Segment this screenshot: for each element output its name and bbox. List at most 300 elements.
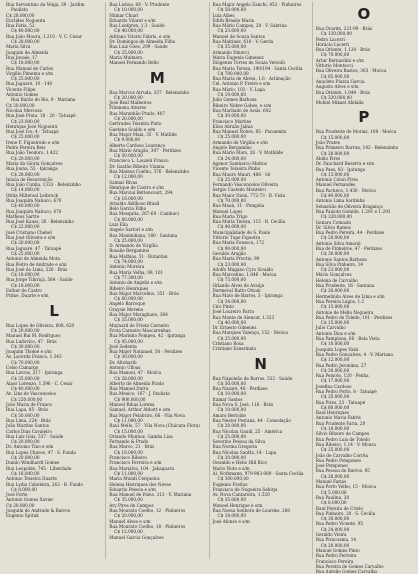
entry-line: Rosalie Bergamino bbox=[109, 248, 150, 254]
section-letter: N bbox=[254, 354, 267, 373]
section-letter: P bbox=[358, 108, 370, 127]
entry-line: Antonio Silva Amaral bbox=[315, 240, 361, 246]
entry-line: Josefina Cardoso bbox=[315, 383, 352, 389]
entry-line: Rua Javaés, 17 bbox=[6, 54, 38, 60]
entry-line: Ribeiro Henriques bbox=[109, 285, 149, 291]
entry-line: Adriano Vitorio Fabris, e s/m bbox=[109, 33, 171, 39]
entry-line: Rua Marialva, 104 · Jabaquara bbox=[109, 465, 175, 471]
entry-line: Frota Carneiro Mascarenhas bbox=[109, 327, 171, 333]
entry-line: Rua Maitinez, 610 · V. Gerda bbox=[212, 39, 274, 45]
entry-line: Maria Mundi Cerqueira bbox=[109, 476, 160, 482]
entry-line: Al. Nothmann, 979-983-989 · Santa Cecilia bbox=[212, 470, 304, 476]
listing-entry bbox=[109, 391, 205, 402]
entry-line: Rua Marcos Arruda, 337 · Belenzinho bbox=[109, 89, 190, 95]
entry-line: Julio Carvalho bbox=[315, 325, 346, 331]
entry-line: C$ 25.000,00 bbox=[217, 134, 247, 140]
listing-entry bbox=[6, 466, 102, 477]
entry-line: C$ 16.000,00 bbox=[11, 470, 40, 476]
entry-line: C$ 24.000,00 bbox=[217, 155, 247, 161]
listing-entry bbox=[316, 26, 412, 37]
entry-line: Angelo Barroque bbox=[109, 301, 146, 307]
entry-line: Rua Pereira de Gomes Carvalho bbox=[315, 563, 384, 569]
entry-line: José Pomponeo bbox=[315, 463, 348, 469]
entry-line: Fugienio Freitas bbox=[212, 481, 248, 487]
entry-line: Rua Mário Mars, 26 · V. Mathilde bbox=[212, 150, 284, 156]
entry-line: Rua Lisboa, 68 · V. Prudente bbox=[109, 2, 170, 7]
entry-line: Manuel Farias bbox=[315, 479, 347, 485]
listing-entry bbox=[109, 148, 205, 159]
listing-entry bbox=[316, 363, 412, 374]
entry-line: Rua Maria Velha, 99, 101 bbox=[109, 269, 164, 275]
entry-line: Raul Mello, 57 · Vila Nova (Chácara Flora) bbox=[109, 423, 200, 429]
entry-line: C$ 900.000,00 bbox=[114, 396, 146, 402]
entry-line: Rua João Moura, 1.210 · V. C. Cesar bbox=[6, 33, 82, 39]
listing-entry bbox=[213, 219, 309, 230]
entry-line: Rua Paixoto Gomide, 1.291 e 1.293 bbox=[315, 208, 391, 214]
entry-line: C$ 20.000,00 bbox=[6, 502, 35, 508]
listing-entry bbox=[316, 421, 412, 432]
listing-entry bbox=[213, 450, 309, 461]
listing-entry bbox=[316, 129, 412, 140]
entry-line: Augusto Alves e s/m bbox=[315, 84, 359, 90]
entry-line: C$ 15.000,00 bbox=[320, 134, 350, 140]
entry-line: Antonio Colon Pires bbox=[315, 177, 358, 183]
entry-line: C$ 18.000,00 bbox=[320, 426, 350, 432]
entry-line: Samuel, Arthur Abbott e s/m bbox=[109, 407, 171, 413]
listing-entry bbox=[213, 87, 309, 98]
entry-line: C$ 10.000,00 bbox=[320, 341, 350, 347]
entry-line: Angelo Bergamino bbox=[212, 145, 252, 151]
entry-line: C$ 320.000,00 bbox=[320, 94, 352, 100]
listing-entry bbox=[316, 262, 412, 273]
entry-line: Rua Lopes Chaves, 47 · S. Funda bbox=[6, 449, 76, 455]
listing-entry bbox=[213, 2, 309, 13]
entry-line: Antonio Ulloas bbox=[109, 365, 141, 370]
entry-line: Luiz Elia bbox=[109, 221, 128, 227]
entry-line: Dr. Altobarib bbox=[109, 359, 137, 365]
entry-line: Edith Brasilo Maria bbox=[212, 17, 255, 23]
listing-entry bbox=[316, 90, 412, 101]
entry-line: Rua Maior Dioni, 772-73 · B. Vista bbox=[212, 192, 286, 198]
entry-line: Rua Lopes de Oliveira, 608, 620 bbox=[6, 322, 75, 328]
listing-entry bbox=[109, 535, 205, 540]
entry-line: Henrique de Castro e s/m bbox=[109, 184, 164, 190]
entry-line: C$ 70.000,00 bbox=[320, 52, 350, 58]
entry-line: Maynard de Frieta Carneiro bbox=[109, 322, 170, 328]
entry-line: Armando Dinorci bbox=[212, 49, 249, 55]
entry-line: Elias Abraão Jalnia bbox=[212, 123, 253, 129]
entry-line: Rua Ocarim, 221-99 · Brás bbox=[315, 26, 373, 31]
entry-line: Rua Nicolau Gaudi, 25 · América bbox=[212, 428, 283, 434]
entry-line: José Cristiano Chebel bbox=[6, 229, 52, 235]
listing-entry bbox=[213, 293, 309, 304]
entry-line: Rua Porto Velho, 15 · Moóca bbox=[315, 484, 376, 490]
entry-line: Rua Piracuama, 14 bbox=[315, 537, 357, 543]
entry-line: Rua Maranhão Prado, 407 bbox=[109, 110, 166, 116]
entry-line: Rua Mário, 103 · V. Lapa bbox=[212, 86, 265, 92]
entry-line: Rua Manoel de Paiva, 313 · V. Mariana bbox=[109, 492, 192, 498]
entry-line: Rua Jorge Tibiriçá, 584 · Saúde bbox=[6, 277, 73, 283]
entry-line: C$ 20.000,00 bbox=[11, 155, 40, 161]
entry-line: C$ 20.000,00 bbox=[320, 542, 350, 548]
entry-line: C$ 12.000,00 bbox=[114, 174, 143, 180]
entry-line: Rua Oliveira Bastos, 363 · Moóca bbox=[315, 68, 387, 74]
listing-entry bbox=[213, 256, 309, 267]
listing-entry bbox=[213, 193, 309, 204]
entry-line: C$ 20.000,00 bbox=[114, 116, 143, 122]
entry-line: Antonio de Angelis e s/m bbox=[109, 280, 162, 286]
entry-line: C$ 34.000,00 bbox=[217, 298, 247, 304]
listing-entry bbox=[6, 267, 102, 278]
listing-entry bbox=[6, 450, 102, 461]
entry-line: Manuel Lopes bbox=[212, 208, 243, 214]
section-letter: M bbox=[149, 68, 165, 87]
section-letter: O bbox=[357, 5, 371, 23]
entry-line: C$ 700.000,00 bbox=[217, 70, 249, 76]
entry-line: Euclides Nogueira bbox=[6, 17, 46, 23]
listing-entry bbox=[109, 524, 205, 535]
entry-line: C$ 25.000,00 bbox=[114, 237, 143, 243]
entry-line: Rua Ludovico, 47 · Brás bbox=[6, 338, 57, 344]
listing-entry bbox=[6, 71, 102, 82]
listing-entry bbox=[316, 188, 412, 199]
listing-column bbox=[209, 2, 312, 559]
entry-line: Rua Pedro Jeronimo, 27 bbox=[315, 362, 367, 368]
entry-line: C$ 70.000,00 bbox=[11, 359, 40, 365]
entry-line: C$ 25.000,00 bbox=[11, 250, 40, 256]
listing-entry bbox=[6, 370, 102, 381]
entry-line: C$ 30.000,00 bbox=[320, 516, 350, 522]
entry-line: Francisco de Nogueira Sebirja bbox=[212, 486, 278, 492]
entry-line: Armando de Virgílio e s/m bbox=[212, 139, 268, 145]
entry-line: C$ 18.000,00 bbox=[114, 449, 143, 455]
entry-line: Helena de Carvalho bbox=[315, 277, 358, 283]
entry-line: Salmar Rivas bbox=[109, 179, 138, 185]
entry-line: Matheus Sartre bbox=[6, 213, 40, 219]
entry-line: Rua Mathias, 51 · Butantan bbox=[109, 253, 168, 259]
listing-entry bbox=[109, 333, 205, 344]
listing-entry bbox=[316, 145, 412, 156]
entry-line: C$ 10.000,00 bbox=[114, 7, 143, 13]
entry-line: C$ 19.000,00 bbox=[217, 92, 247, 98]
entry-line: Rua Major Maragliano, 364 bbox=[109, 312, 168, 318]
listing-entry bbox=[109, 466, 205, 477]
entry-line: Rua Faria, 52 bbox=[6, 23, 35, 29]
entry-line: Francisco Ferreira e s/m bbox=[109, 460, 162, 466]
entry-line: Nicolau Mercosa bbox=[6, 107, 43, 113]
entry-line: C$ 20.000,00 bbox=[217, 455, 247, 461]
entry-line: C$ 11.000,00 bbox=[114, 470, 143, 476]
listing-entry bbox=[213, 330, 309, 341]
entry-line: C$ 45.000,00 bbox=[114, 338, 143, 344]
entry-line: C$ 8.000,00 bbox=[11, 486, 37, 492]
listing-entry bbox=[213, 376, 309, 387]
entry-line: Adolfo Magano Cyro Sivaldo bbox=[212, 266, 274, 272]
entry-line: C$ 20.000,00 bbox=[217, 423, 247, 429]
entry-line: Rua José Oliveira e s/m bbox=[6, 235, 56, 241]
entry-line: Manoel Gomes Pinto bbox=[315, 547, 360, 553]
listing-entry bbox=[109, 169, 205, 180]
entry-line: Rua de Pinheiros, 47 · Perdizes bbox=[315, 245, 382, 251]
entry-line: Rua Major Natanael, 50 · Perdizes bbox=[109, 349, 183, 355]
entry-line: Francisco Pereira bbox=[315, 558, 354, 564]
entry-line: C$ 120.000,00 bbox=[320, 31, 352, 37]
listing-entry bbox=[213, 150, 309, 161]
entry-line: João de Carvalho Corrêa bbox=[315, 452, 368, 458]
listing-entry bbox=[6, 513, 102, 518]
entry-line: Rua Pedro de Toledo, 101 · Perdizes bbox=[315, 314, 393, 320]
entry-line: Rua Paulina, 30 bbox=[315, 494, 350, 500]
entry-line: Rua Mourato Coelho, 12 · Pinheiros bbox=[109, 508, 186, 514]
entry-line: C$ 35.000,00 bbox=[114, 317, 143, 323]
listing-entry bbox=[316, 569, 412, 574]
entry-line: C$ 20.000,00 bbox=[320, 235, 350, 241]
entry-line: Antonio Santos Barbosa bbox=[315, 256, 367, 262]
listing-entry bbox=[316, 299, 412, 310]
entry-line: Rua Ribeiro, 1.14 · V. Moura bbox=[315, 441, 376, 447]
listing-entry bbox=[213, 23, 309, 34]
entry-line: C$ 10.000,00 bbox=[217, 391, 247, 397]
entry-line: Manoel Fernando Bello bbox=[109, 60, 159, 66]
entry-line: C$ 18.000,00 bbox=[217, 513, 247, 519]
listing-entry bbox=[316, 246, 412, 257]
entry-line: Rua Aurelio Gomes Carvalho bbox=[315, 569, 378, 574]
entry-line: Vicente Teixeira Pinho bbox=[212, 166, 261, 172]
listing-entry bbox=[316, 468, 412, 479]
entry-line: Rua Marcelino, 1.046 · Moóca bbox=[212, 272, 277, 278]
entry-line: C$ 40.000,00 bbox=[11, 28, 40, 34]
entry-line: Municipalidade de S. Paulo bbox=[212, 229, 271, 235]
entry-line: Antonio Gomes Xavier bbox=[6, 497, 54, 503]
listing-column bbox=[105, 2, 208, 559]
listing-entry bbox=[6, 246, 102, 257]
entry-line: Rua Nazaré, 48 · Perdizes bbox=[212, 386, 268, 392]
entry-line: Severino Pessoa da Silva bbox=[212, 439, 266, 445]
listing-entry bbox=[316, 521, 412, 532]
listing-entry bbox=[109, 254, 205, 265]
listing-entry bbox=[109, 312, 205, 323]
listing-entry bbox=[6, 23, 102, 34]
entry-line: Itamar Santos bbox=[212, 396, 243, 402]
listing-entry bbox=[109, 211, 205, 222]
entry-line: Rua Lapa, 85 · Brás bbox=[6, 407, 48, 413]
entry-line: Francisco Ribeiro bbox=[109, 455, 147, 461]
listing-entry bbox=[6, 129, 102, 140]
listing-entry bbox=[213, 66, 309, 77]
listing-entry bbox=[213, 471, 309, 482]
entry-line: Antonio Moreira bbox=[109, 264, 145, 270]
entry-line: C$ 28.000,00 bbox=[11, 171, 40, 177]
entry-line: C$ 30.000,00 bbox=[114, 354, 143, 360]
entry-line: C$ 35.000,00 bbox=[320, 394, 350, 400]
entry-line: Rua Pedro de Andrade e s/m bbox=[6, 261, 67, 267]
entry-line: C$ 23.000,00 bbox=[11, 118, 40, 124]
entry-line: C$ 40.000,00 bbox=[11, 386, 40, 392]
entry-line: C$ 20.000,00 bbox=[114, 513, 143, 519]
listing-entry bbox=[316, 209, 412, 220]
listing-entry bbox=[316, 167, 412, 178]
entry-line: Joaquim Thomé e s/m bbox=[6, 349, 52, 355]
entry-line: Rua Pedro Porto, 8 · Tatuapé bbox=[315, 389, 377, 394]
entry-line: Cristiano Rosa bbox=[212, 341, 244, 346]
entry-line: Pedro Lacerri bbox=[315, 36, 345, 42]
entry-line: Rua Pedro Vicente, 95 bbox=[315, 521, 364, 527]
entry-line: Rua Marco, 21 · Brás bbox=[109, 444, 155, 450]
entry-line: C$ 80.000,00 bbox=[114, 216, 143, 222]
entry-line: Rua Jaguaré, 47 · Tatuapé bbox=[6, 245, 62, 251]
entry-line: C$ 30.000,00 bbox=[217, 380, 247, 386]
entry-line: Rua José Ivo, 4 · Tatuapé bbox=[6, 129, 59, 135]
entry-line: Rua Mato de Barros, 3 · Ipiranga bbox=[212, 293, 283, 299]
listing-entry bbox=[109, 349, 205, 360]
entry-line: Carlos Dias Cavaleiro bbox=[6, 428, 52, 434]
listing-entry bbox=[213, 386, 309, 397]
entry-line: C$ 15.000,00 bbox=[320, 304, 350, 310]
entry-line: Rua Monte de Alencar, 1.323 bbox=[212, 314, 275, 320]
entry-line: Rua Pires, 23 · Tatuapé bbox=[315, 399, 366, 405]
entry-line: C$ 320.000,00 bbox=[320, 214, 352, 220]
listing-entry bbox=[109, 44, 205, 55]
listing-entry bbox=[6, 55, 102, 66]
entry-line: Rua Mário Aragão, 307 · Perdizes bbox=[109, 147, 181, 153]
entry-line: Artur Bernardini e s/m bbox=[315, 57, 364, 63]
listing-entry bbox=[109, 2, 205, 13]
entry-line: Virgílio Pimenta e s/m bbox=[6, 70, 53, 76]
entry-line: Antonio Dias e s/m bbox=[315, 330, 356, 336]
listing-entry bbox=[316, 484, 412, 495]
entry-line: C$ 23.000,00 bbox=[320, 267, 350, 273]
listing-entry bbox=[6, 34, 102, 45]
listing-entry bbox=[109, 444, 205, 455]
entry-line: C$ 40.000,00 bbox=[11, 203, 40, 209]
entry-line: Ribeiro Nobre Gabes, e s/m bbox=[212, 102, 272, 108]
entry-line: Dr. Ernesto Gimenez bbox=[212, 325, 257, 331]
entry-line: Hermelinda Alves de Lima e s/m bbox=[315, 293, 385, 299]
entry-line: Fernando Vasconcelos Oliveira bbox=[212, 182, 278, 188]
listing-column bbox=[312, 2, 415, 574]
listing-entry bbox=[213, 402, 309, 413]
entry-line: Rua Maximiliano, 180 · Santana bbox=[109, 232, 178, 238]
entry-line: C$ 12.000,00 bbox=[114, 529, 143, 535]
listing-entry bbox=[316, 100, 412, 105]
entry-line: Dermeval Ratto Ottoni bbox=[212, 288, 261, 294]
entry-line: Manoel Henrique e s/m bbox=[212, 502, 263, 508]
entry-line: Rua João Cunha, 1333 · Belenzinho bbox=[6, 182, 81, 188]
entry-line: Rua Machado de Assis, 642 bbox=[212, 107, 271, 113]
entry-line: Geraldo Vieira bbox=[315, 532, 347, 538]
entry-line: Alberto Cardoso Lourenço bbox=[109, 142, 166, 148]
entry-line: C$ 40.000,00 bbox=[217, 224, 247, 230]
listing-entry bbox=[109, 508, 205, 519]
entry-line: C$ 18.000,00 bbox=[11, 272, 40, 278]
entry-line: Rua Maria Proctio, 99 bbox=[212, 256, 260, 262]
listing-entry bbox=[213, 519, 309, 524]
listing-entry bbox=[109, 413, 205, 424]
entry-line: Rua Pinheiro, 20 · S. Cecilia bbox=[315, 510, 376, 516]
entry-line: Antonio de Mello Nogueira bbox=[315, 309, 374, 315]
listing-entry bbox=[316, 537, 412, 548]
entry-line: C$ 40.000,00 bbox=[217, 319, 247, 325]
entry-line: Rua Paes, 83 · Ipiranga bbox=[315, 166, 366, 172]
entry-line: Rua Pessoa de Barros, 95 bbox=[315, 468, 370, 474]
entry-line: Rua Manuel Nobre, 85 · Pacaembu bbox=[212, 129, 287, 135]
listing-entry bbox=[213, 429, 309, 440]
entry-line: Antonio Gomes bbox=[6, 92, 39, 98]
entry-line: Rua Oriente, 1.120 · Brás bbox=[315, 47, 370, 53]
entry-line: Rua Luiz Góes, 299 · Saúde bbox=[109, 44, 168, 50]
entry-line: Rua Prudente, 16 · Santana bbox=[315, 283, 375, 289]
listing-entry bbox=[6, 166, 102, 177]
listing-entry bbox=[109, 233, 205, 244]
entry-line: Rua Manuel, 47 · Moóca bbox=[109, 370, 162, 376]
entry-line: Pedro Pereira Reis bbox=[6, 145, 46, 151]
entry-line: Rua Maria Trigo bbox=[212, 213, 248, 219]
listing-entry bbox=[6, 482, 102, 493]
entry-line: Maria Eugenia Gimenez bbox=[212, 54, 264, 60]
entry-line: Mohiel Mikael Abdalla bbox=[315, 100, 364, 106]
entry-line: Inácia de Resurreição bbox=[6, 176, 53, 182]
entry-line: Rua José Kauss, 26 · Belenzinho bbox=[6, 219, 74, 225]
listing-entry bbox=[109, 370, 205, 381]
entry-line: C$ 25.000,00 bbox=[320, 447, 350, 453]
entry-line: Rua Pedro Gonçalves, 4 · V. Mariana bbox=[315, 351, 393, 357]
entry-line: Rua Prudente Faria, 20 bbox=[315, 420, 366, 426]
entry-line: Av. Lins de Vasconcelos bbox=[6, 391, 56, 397]
listing-entry bbox=[6, 407, 102, 418]
entry-line: C$ 50.000,00 bbox=[11, 412, 40, 418]
listing-entry bbox=[316, 336, 412, 347]
entry-line: Mario Nuto e s/m bbox=[212, 465, 250, 471]
entry-line: Rua Prudente de Morais, 109 · Moóca bbox=[315, 129, 397, 135]
entry-line: Rua Mauá, 11 · Pompéia bbox=[212, 203, 265, 209]
entry-line: José Afonso e s/m bbox=[212, 518, 250, 524]
entry-line: C$ 15.000,00 bbox=[114, 428, 143, 434]
entry-line: Maria Silva bbox=[6, 44, 31, 50]
entry-line: C$ 26.000,00 bbox=[320, 473, 350, 479]
entry-line: Cristiano Esnerinato bbox=[212, 346, 257, 352]
entry-line: C$ 20.000,00 bbox=[11, 439, 40, 445]
listing-entry bbox=[109, 270, 205, 281]
listing-entry bbox=[316, 373, 412, 384]
entry-line: Filomena Alvares bbox=[109, 105, 147, 111]
listing-column bbox=[3, 2, 105, 559]
listing-entry bbox=[316, 511, 412, 522]
entry-line: C$ 26.000,00 bbox=[320, 288, 350, 294]
listing-entry bbox=[316, 352, 412, 363]
entry-line: Rua Major Marcelino, 351 · Brás bbox=[109, 290, 179, 296]
entry-line: C$ 300.000,00 bbox=[217, 476, 249, 482]
entry-line: C$ 20.000,00 bbox=[11, 327, 40, 333]
entry-line: Rua Mesquita, 267-69 · Cambuci bbox=[109, 211, 179, 217]
entry-line: C$ 30.000,00 bbox=[320, 251, 350, 257]
entry-line: C$ 22.000,00 bbox=[11, 224, 40, 230]
entry-line: Francisco Martins bbox=[212, 118, 252, 124]
entry-line: Rua Mourato Coelho, 18 · Pinheiros bbox=[109, 523, 186, 529]
entry-line: Rua Luiz Góis, 537 · Saúde bbox=[6, 433, 64, 439]
entry-line: Rua Nicolau Sanfta, 14 · Lapa bbox=[212, 449, 277, 455]
entry-line: C$ 18.000,00 bbox=[11, 282, 40, 288]
entry-line: Manuel Rui M. Rodrigues bbox=[6, 333, 61, 339]
entry-line: José Real Malheiros bbox=[109, 100, 152, 106]
entry-line: Cel. Antonio P. Freire e s/m bbox=[212, 81, 271, 87]
entry-line: C$ 17.000,00 bbox=[320, 378, 350, 384]
listing-entry bbox=[213, 172, 309, 183]
entry-line: Antonio Teixeira Duarte bbox=[6, 476, 57, 482]
entry-line: Esther de Castro bbox=[6, 288, 42, 294]
entry-line: Rua Peixoto, 120 · Penha bbox=[315, 373, 369, 379]
listing-entry bbox=[109, 60, 205, 65]
entry-line: Alberto de Almeida Prado bbox=[109, 380, 164, 386]
